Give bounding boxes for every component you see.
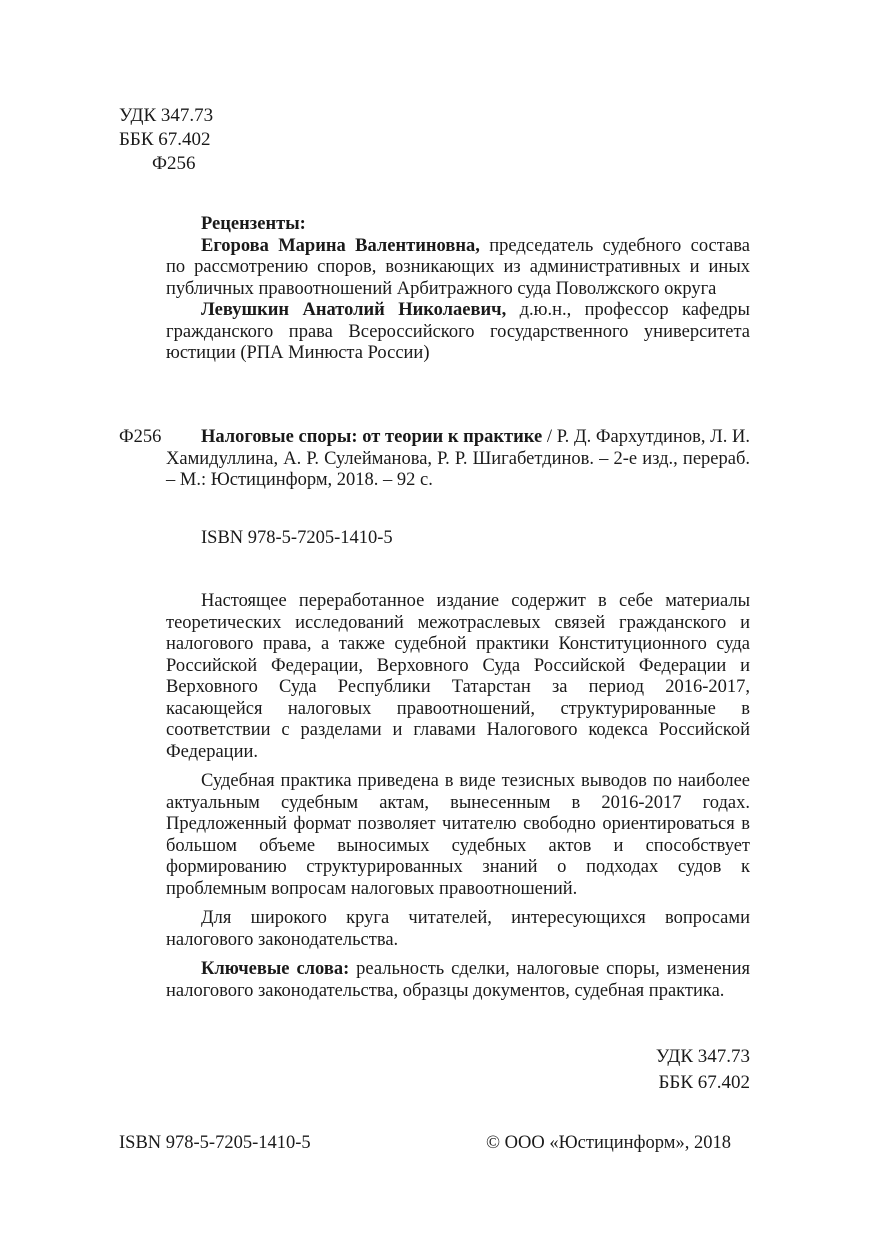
reviewers-block [166, 214, 750, 365]
bottom-codes [500, 1044, 750, 1096]
isbn-line: ISBN 978-5-7205-1410-5 [201, 528, 393, 548]
isbn-block [166, 528, 750, 550]
bbk-code: ББК 67.402 [119, 129, 211, 150]
abstract-paragraph-1: Настоящее переработанное издание содержит в себе материалы теоретических исследований межотраслевых связей гражданского и налогового права, а также судебной практики Конституционного суда Российской Федерации, Верховного Суда Российской Федерации и Верховного Суда Республики Татарстан за период 2016-2017, касающейся налоговых правоотношений, структурированные в соответствии с разделами и главами Налогового кодекса Российской Федерации. [166, 591, 750, 762]
reviewer-2-text: д.ю.н., профессор кафедры гражданского права Всероссийского государственного университета юстиции (РПА Минюста России) [166, 300, 750, 363]
reviewer-2-name: Левушкин Анатолий Николаевич, [201, 300, 507, 320]
footer-isbn: ISBN 978-5-7205-1410-5 [119, 1133, 311, 1153]
abstract-paragraph-3: Для широкого круга читателей, интересующихся вопросами налогового законодательства. [166, 908, 750, 950]
keywords [166, 959, 750, 1002]
reviewer-1-text: председатель судебного состава по рассмотрению споров, возникающих из административных и иных публичных правоотношений Арбитражного суда Поволжского округа [166, 235, 750, 299]
classification-codes [119, 104, 213, 176]
catalog-mark: Ф256 [119, 427, 162, 447]
abstract-paragraph-2: Судебная практика приведена в виде тезисных выводов по наиболее актуальным судебным актам, вынесенным в 2016-2017 годах. Предложенный формат позволяет читателю свободно ориентироваться в большом объеме выносимых судебных актов и способствует формированию структурированных знаний о подходах судов к проблемным вопросам налоговых правоотношений. [166, 771, 750, 899]
abstract [166, 591, 750, 1002]
book-title: Налоговые споры: от теории к практике [201, 427, 543, 447]
reviewers-heading: Рецензенты: [201, 214, 306, 234]
reviewer-1-name: Егорова Марина Валентиновна, [201, 235, 480, 256]
keywords-label: Ключевые слова: [201, 959, 350, 979]
catalog-entry [166, 427, 750, 492]
reviewer-2 [166, 300, 750, 365]
copyright: © ООО «Юстицинформ», 2018 [486, 1133, 731, 1153]
author-mark: Ф256 [152, 153, 196, 174]
bottom-bbk: ББК 67.402 [658, 1072, 750, 1093]
keywords-text: реальность сделки, налоговые споры, изменения налогового законодательства, образцы документов, судебная практика. [166, 959, 750, 1001]
reviewer-1 [166, 236, 750, 301]
bottom-udk: УДК 347.73 [655, 1046, 750, 1067]
bibliographic-details: / Р. Д. Фархутдинов, Л. И. Хамидуллина, А. Р. Сулейманова, Р. Р. Шигабетдинов. – 2-е изд., перераб. – М.: Юстицинформ, 2018. – 92 с. [166, 427, 750, 490]
udk-code: УДК 347.73 [119, 105, 214, 126]
